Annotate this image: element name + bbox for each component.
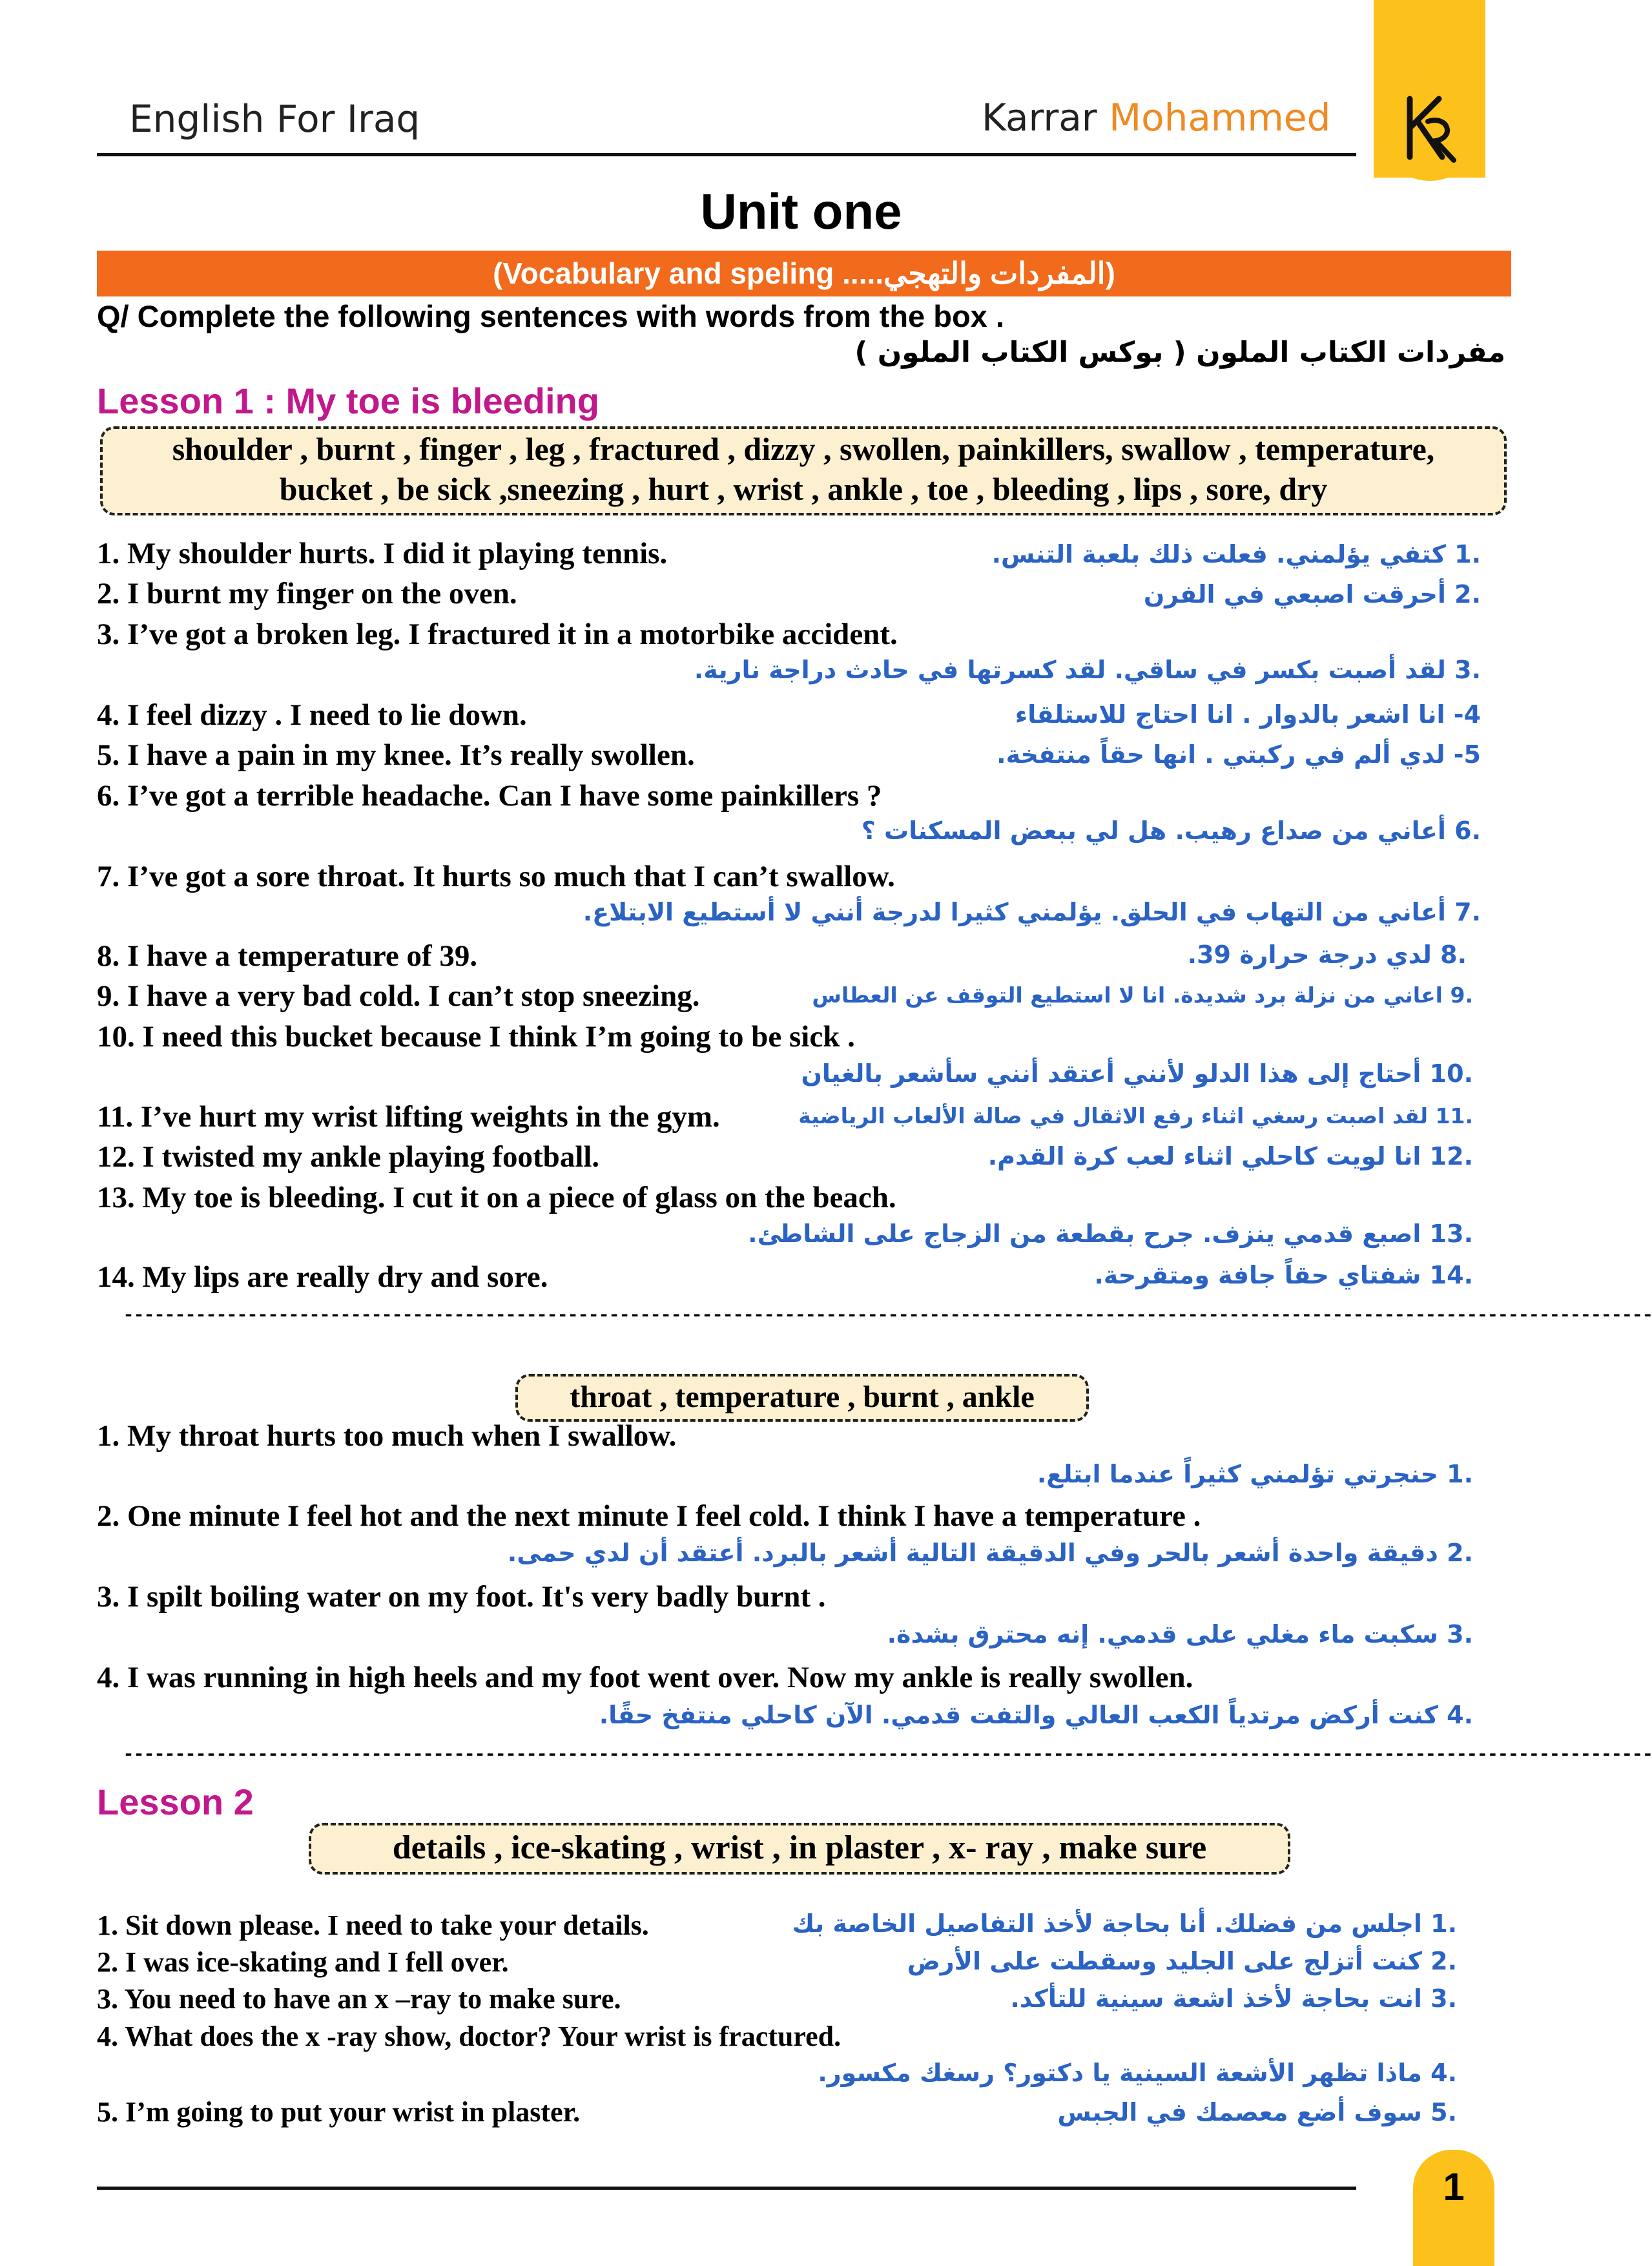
section-banner: (Vocabulary and speling .....المفردات والتهجي) xyxy=(97,251,1511,296)
question-prompt: Q/ Complete the following sentences with words from the box . xyxy=(97,299,1004,333)
lesson2-translation-2: .2 كنت أتزلج على الجليد وسقطت على الأرض xyxy=(907,1947,1457,1975)
lesson1-translation-11: .11 لقد اصبت رسغي اثناء رفع الاثقال في صالة الألعاب الرياضية xyxy=(798,1103,1473,1128)
lesson1-word-box xyxy=(100,426,1507,515)
lesson1-translation-3: .3 لقد أصبت بكسر في ساقي. لقد كسرتها في حادث دراجة نارية. xyxy=(694,656,1481,684)
box2-translation-4: .4 كنت أركض مرتدياً الكعب العالي والتفت قدمي. الآن كاحلي منتفخ حقًا. xyxy=(599,1701,1473,1729)
lesson1-sentence-8: 8. I have a temperature of 39. xyxy=(97,939,478,973)
lesson1-sentence-3: 3. I’ve got a broken leg. I fractured it in a motorbike accident. xyxy=(97,618,898,651)
box2-sentence-3: 3. I spilt boiling water on my foot. It's very badly burnt . xyxy=(97,1580,826,1614)
box2-translation-1: .1 حنجرتي تؤلمني كثيراً عندما ابتلع. xyxy=(1037,1460,1473,1488)
lesson1-sentence-1: 1. My shoulder hurts. I did it playing tennis. xyxy=(97,537,668,570)
lesson2-sentence-5: 5. I’m going to put your wrist in plaster. xyxy=(97,2096,581,2128)
lesson1-heading: Lesson 1 : My toe is bleeding xyxy=(97,380,599,421)
box2-sentence-2: 2. One minute I feel hot and the next minute I feel cold. I think I have a temperature . xyxy=(97,1499,1201,1533)
lesson1-sentence-5: 5. I have a pain in my knee. It’s really swollen. xyxy=(97,738,695,772)
lesson2-sentence-2: 2. I was ice-skating and I fell over. xyxy=(97,1946,509,1978)
divider-1: ---------------------------------------------------------------------------------------------------------------------------------------------------- xyxy=(123,1305,1652,1327)
page-title: Unit one xyxy=(700,183,902,240)
lesson1-sentence-14: 14. My lips are really dry and sore. xyxy=(97,1260,548,1294)
lesson2-translation-4: .4 ماذا تظهر الأشعة السينية يا دكتور؟ رسغك مكسور. xyxy=(818,2059,1457,2087)
lesson1-sentence-10: 10. I need this bucket because I think I’m going to be sick . xyxy=(97,1020,855,1054)
lesson1-sentence-6: 6. I’ve got a terrible headache. Can I have some painkillers ? xyxy=(97,779,882,813)
box2-word-box: throat , temperature , burnt , ankle xyxy=(515,1374,1089,1422)
lesson2-sentence-1: 1. Sit down please. I need to take your details. xyxy=(97,1909,649,1941)
box2-sentence-4: 4. I was running in high heels and my foot went over. Now my ankle is really swollen. xyxy=(97,1661,1193,1694)
lesson1-sentence-11: 11. I’ve hurt my wrist lifting weights in the gym. xyxy=(97,1100,720,1134)
lesson1-translation-8: .8 لدي درجة حرارة 39. xyxy=(1187,941,1467,969)
lesson1-sentence-12: 12. I twisted my ankle playing football. xyxy=(97,1140,600,1174)
lesson1-translation-2: .2 أحرقت اصبعي في الفرن xyxy=(1143,580,1481,608)
author-last-name: Mohammed xyxy=(1109,96,1331,140)
lesson1-sentence-9: 9. I have a very bad cold. I can’t stop sneezing. xyxy=(97,979,700,1013)
lesson1-translation-13: .13 اصبع قدمي ينزف. جرح بقطعة من الزجاج على الشاطئ. xyxy=(748,1220,1473,1248)
header-rule xyxy=(97,153,1356,156)
question-prompt-arabic: مفردات الكتاب الملون ( بوكس الكتاب الملون ) xyxy=(854,336,1505,369)
lesson1-sentence-13: 13. My toe is bleeding. I cut it on a piece of glass on the beach. xyxy=(97,1181,896,1214)
word-box-line-1: shoulder , burnt , finger , leg , fractured , dizzy , swollen, painkillers, swallow , temperature, xyxy=(172,431,1435,467)
lesson1-translation-1: .1 كتفي يؤلمني. فعلت ذلك بلعبة التنس. xyxy=(991,540,1481,568)
box2-translation-2: .2 دقيقة واحدة أشعر بالحر وفي الدقيقة التالية أشعر بالبرد. أعتقد أن لدي حمى. xyxy=(507,1539,1473,1567)
lesson2-translation-1: .1 اجلس من فضلك. أنا بحاجة لأخذ التفاصيل الخاصة بك xyxy=(792,1909,1457,1938)
kr-logo xyxy=(1378,76,1482,181)
footer-rule xyxy=(97,2187,1356,2190)
box2-sentence-1: 1. My throat hurts too much when I swallow. xyxy=(97,1419,677,1453)
lesson1-translation-10: .10 أحتاج إلى هذا الدلو لأنني أعتقد أنني سأشعر بالغيان xyxy=(801,1059,1473,1088)
page-number: 1 xyxy=(1413,2150,1494,2266)
lesson1-translation-9: .9 اعاني من نزلة برد شديدة. انا لا استطيع التوقف عن العطاس xyxy=(812,982,1473,1008)
lesson1-translation-7: .7 أعاني من التهاب في الحلق. يؤلمني كثيرا لدرجة أنني لا أستطيع الابتلاع. xyxy=(583,898,1481,926)
lesson2-sentence-4: 4. What does the x -ray show, doctor? Your wrist is fractured. xyxy=(97,2021,841,2052)
lesson2-sentence-3: 3. You need to have an x –ray to make sure. xyxy=(97,1983,621,2015)
lesson1-sentence-2: 2. I burnt my finger on the oven. xyxy=(97,577,517,610)
lesson2-translation-3: .3 انت بحاجة لأخذ اشعة سينية للتأكد. xyxy=(1010,1984,1457,2013)
lesson1-sentence-4: 4. I feel dizzy . I need to lie down. xyxy=(97,698,527,732)
lesson2-heading: Lesson 2 xyxy=(97,1782,254,1822)
lesson1-sentence-7: 7. I’ve got a sore throat. It hurts so much that I can’t swallow. xyxy=(97,860,895,893)
lesson1-translation-4: 4- انا اشعر بالدوار . انا احتاج للاستلقاء xyxy=(1015,700,1481,729)
lesson2-translation-5: .5 سوف أضع معصمك في الجبس xyxy=(1057,2098,1457,2126)
author-first-name: Karrar xyxy=(982,96,1097,140)
box2-translation-3: .3 سكبت ماء مغلي على قدمي. إنه محترق بشدة. xyxy=(887,1620,1473,1648)
lesson2-word-box: details , ice-skating , wrist , in plaster , x- ray , make sure xyxy=(309,1823,1290,1875)
header-subject: English For Iraq xyxy=(129,97,420,141)
lesson1-translation-14: .14 شفتاي حقاً جافة ومتقرحة. xyxy=(1094,1261,1473,1289)
divider-2: ---------------------------------------------------------------------------------------------------------------------------------------------------- xyxy=(123,1744,1652,1766)
lesson1-translation-12: .12 انا لويت كاحلي اثناء لعب كرة القدم. xyxy=(987,1142,1473,1170)
lesson1-translation-6: .6 أعاني من صداع رهيب. هل لي ببعض المسكنات ؟ xyxy=(861,816,1481,845)
header-author xyxy=(982,96,1330,140)
lesson1-translation-5: 5- لدي ألم في ركبتي . انها حقاً منتفخة. xyxy=(996,740,1481,769)
word-box-line-2: bucket , be sick ,sneezing , hurt , wrist , ankle , toe , bleeding , lips , sore, dry xyxy=(279,471,1328,507)
